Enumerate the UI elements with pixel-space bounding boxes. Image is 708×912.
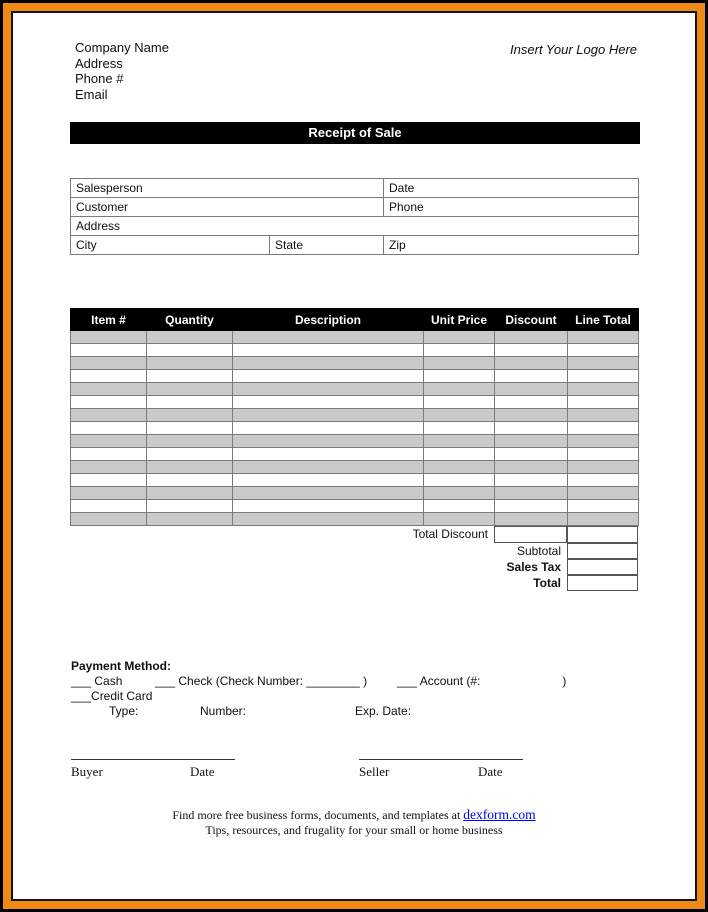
item-cell	[71, 331, 147, 344]
items-header-item-: Item #	[71, 309, 147, 331]
items-table-header-row	[71, 309, 639, 331]
item-cell	[147, 422, 233, 435]
item-cell	[424, 474, 495, 487]
item-cell	[495, 487, 568, 500]
totals-section	[70, 526, 638, 591]
item-cell	[147, 474, 233, 487]
item-cell	[495, 474, 568, 487]
item-cell	[71, 474, 147, 487]
credit-card-details-line	[71, 704, 611, 719]
footer	[13, 807, 695, 838]
total-row	[70, 575, 638, 591]
item-cell	[424, 331, 495, 344]
item-cell	[71, 500, 147, 513]
check-option: ___ Check (Check Number: ________ )	[155, 674, 368, 688]
table-row	[71, 409, 639, 422]
table-row	[71, 331, 639, 344]
item-cell	[424, 344, 495, 357]
card-exp-date-label: Exp. Date:	[355, 704, 412, 718]
item-cell	[147, 383, 233, 396]
sales-tax-label: Sales Tax	[506, 560, 561, 574]
date-field: Date	[384, 179, 639, 198]
item-cell	[233, 461, 424, 474]
salesperson-field: Salesperson	[71, 179, 384, 198]
total-discount-label: Total Discount	[412, 527, 488, 541]
item-cell	[233, 409, 424, 422]
item-cell	[71, 422, 147, 435]
seller-date-label: Date	[478, 764, 503, 779]
item-cell	[424, 357, 495, 370]
item-cell	[147, 500, 233, 513]
item-cell	[233, 357, 424, 370]
logo-placeholder-text: Insert Your Logo Here	[510, 42, 637, 57]
item-cell	[495, 396, 568, 409]
item-cell	[71, 448, 147, 461]
item-cell	[568, 435, 639, 448]
phone-field: Phone	[384, 198, 639, 217]
line-items-table	[70, 308, 639, 526]
table-row	[71, 461, 639, 474]
item-cell	[233, 344, 424, 357]
item-cell	[568, 448, 639, 461]
item-cell	[71, 344, 147, 357]
item-cell	[71, 435, 147, 448]
items-header-line-total: Line Total	[568, 309, 639, 331]
item-cell	[568, 344, 639, 357]
table-row	[71, 487, 639, 500]
table-row	[71, 513, 639, 526]
dexform-link[interactable]: dexform.com	[463, 807, 536, 822]
item-cell	[147, 461, 233, 474]
item-cell	[424, 383, 495, 396]
item-cell	[424, 500, 495, 513]
state-field: State	[270, 236, 384, 255]
item-cell	[233, 370, 424, 383]
item-cell	[233, 331, 424, 344]
item-cell	[568, 409, 639, 422]
item-cell	[147, 396, 233, 409]
item-cell	[568, 396, 639, 409]
table-row	[71, 344, 639, 357]
item-cell	[71, 487, 147, 500]
seller-signature-labels	[359, 764, 524, 780]
item-cell	[233, 513, 424, 526]
company-address-line: Address	[75, 55, 123, 71]
table-row	[71, 236, 639, 255]
items-section	[70, 308, 638, 591]
credit-card-option: ___Credit Card	[71, 689, 153, 703]
item-cell	[568, 370, 639, 383]
item-cell	[147, 357, 233, 370]
item-cell	[233, 435, 424, 448]
items-header-description: Description	[233, 309, 424, 331]
item-cell	[424, 461, 495, 474]
table-row	[71, 383, 639, 396]
table-row	[71, 474, 639, 487]
item-cell	[233, 422, 424, 435]
table-row	[71, 198, 639, 217]
item-cell	[424, 448, 495, 461]
address-field: Address	[71, 217, 639, 236]
item-cell	[495, 461, 568, 474]
item-cell	[495, 500, 568, 513]
footer-line1	[13, 807, 695, 823]
total-discount-row	[70, 526, 638, 543]
item-cell	[71, 513, 147, 526]
company-email-line: Email	[75, 86, 108, 102]
item-cell	[233, 487, 424, 500]
item-cell	[147, 513, 233, 526]
item-cell	[568, 422, 639, 435]
item-cell	[495, 370, 568, 383]
table-row	[71, 370, 639, 383]
item-cell	[495, 435, 568, 448]
table-row	[71, 179, 639, 198]
subtotal-value-cell	[567, 543, 638, 559]
item-cell	[233, 448, 424, 461]
item-cell	[495, 331, 568, 344]
item-cell	[568, 513, 639, 526]
item-cell	[495, 448, 568, 461]
table-row	[71, 500, 639, 513]
total-label: Total	[533, 576, 561, 590]
item-cell	[233, 500, 424, 513]
account-option-close-paren: )	[562, 674, 567, 688]
item-cell	[71, 396, 147, 409]
table-row	[71, 357, 639, 370]
item-cell	[71, 370, 147, 383]
item-cell	[71, 357, 147, 370]
footer-line1-text: Find more free business forms, documents, and templates at	[172, 808, 464, 822]
customer-field: Customer	[71, 198, 384, 217]
item-cell	[424, 370, 495, 383]
item-cell	[147, 370, 233, 383]
footer-line2: Tips, resources, and frugality for your small or home business	[205, 823, 503, 837]
item-cell	[568, 461, 639, 474]
items-header-quantity: Quantity	[147, 309, 233, 331]
buyer-date-label: Date	[190, 764, 215, 779]
item-cell	[147, 448, 233, 461]
zip-field: Zip	[384, 236, 639, 255]
item-cell	[568, 500, 639, 513]
item-cell	[71, 461, 147, 474]
item-cell	[424, 396, 495, 409]
item-cell	[568, 474, 639, 487]
item-cell	[495, 422, 568, 435]
buyer-signature-group	[71, 759, 236, 780]
item-cell	[424, 487, 495, 500]
item-cell	[424, 422, 495, 435]
items-table-body	[71, 331, 639, 526]
table-row	[71, 217, 639, 236]
card-type-label: Type:	[109, 704, 139, 718]
item-cell	[495, 383, 568, 396]
total-discount-value-cell	[494, 526, 567, 543]
item-cell	[495, 409, 568, 422]
item-cell	[424, 409, 495, 422]
table-row	[71, 396, 639, 409]
item-cell	[233, 474, 424, 487]
sale-info-table	[70, 178, 639, 255]
subtotal-row	[70, 543, 638, 559]
receipt-title-banner: Receipt of Sale	[70, 122, 640, 144]
seller-signature-line	[359, 759, 523, 760]
item-cell	[495, 357, 568, 370]
item-cell	[568, 331, 639, 344]
item-cell	[495, 344, 568, 357]
subtotal-label: Subtotal	[516, 544, 561, 558]
company-phone-line: Phone #	[75, 71, 124, 86]
item-cell	[424, 513, 495, 526]
item-cell	[568, 357, 639, 370]
company-name-line: Company Name	[75, 40, 169, 55]
seller-label: Seller	[359, 764, 390, 779]
buyer-signature-line	[71, 759, 235, 760]
total-value-cell	[567, 575, 638, 591]
card-number-label: Number:	[200, 704, 247, 718]
receipt-sheet	[11, 11, 697, 901]
item-cell	[147, 487, 233, 500]
sales-tax-value-cell	[567, 559, 638, 575]
table-row	[71, 435, 639, 448]
seller-signature-group	[359, 759, 524, 780]
table-row	[71, 422, 639, 435]
item-cell	[233, 383, 424, 396]
item-cell	[71, 383, 147, 396]
item-cell	[147, 435, 233, 448]
item-cell	[568, 383, 639, 396]
payment-options-line	[71, 674, 611, 689]
city-field: City	[71, 236, 270, 255]
items-header-unit-price: Unit Price	[424, 309, 495, 331]
sales-tax-row	[70, 559, 638, 575]
buyer-label: Buyer	[71, 764, 103, 779]
buyer-signature-labels	[71, 764, 236, 780]
item-cell	[71, 409, 147, 422]
item-cell	[147, 331, 233, 344]
total-discount-linetotal-cell	[567, 526, 638, 543]
account-option: ___ Account (#:	[397, 674, 481, 688]
item-cell	[147, 409, 233, 422]
cash-option: ___ Cash	[71, 674, 123, 688]
table-row	[71, 448, 639, 461]
item-cell	[147, 344, 233, 357]
item-cell	[495, 513, 568, 526]
company-info-block	[75, 40, 169, 102]
payment-method-heading: Payment Method:	[71, 659, 172, 673]
item-cell	[424, 435, 495, 448]
item-cell	[568, 487, 639, 500]
item-cell	[233, 396, 424, 409]
payment-method-section	[71, 659, 611, 719]
items-header-discount: Discount	[495, 309, 568, 331]
